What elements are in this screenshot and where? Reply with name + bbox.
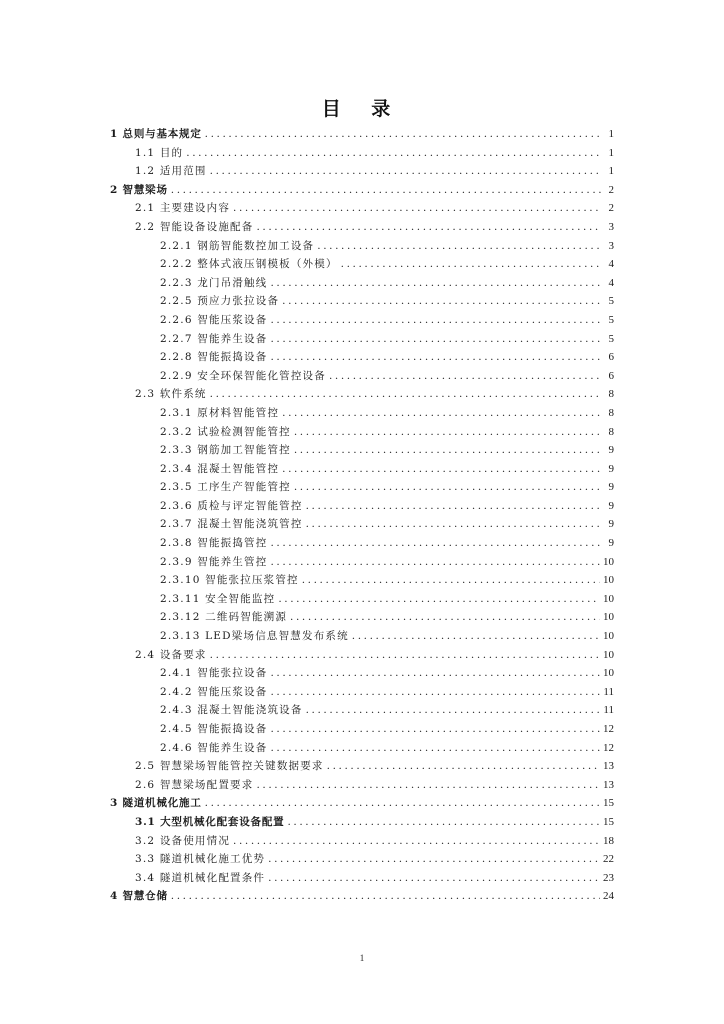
toc-entry[interactable] xyxy=(110,385,614,404)
toc-entry[interactable] xyxy=(110,404,614,423)
dot-leader xyxy=(306,701,601,720)
toc-entry-label: 3.3 隧道机械化施工优势 xyxy=(135,853,266,866)
toc-entry[interactable] xyxy=(110,181,614,200)
toc-entry-page: 6 xyxy=(608,369,614,382)
toc-entry-label: 2.3.7 混凝土智能浇筑管控 xyxy=(160,518,303,531)
toc-entry-page: 5 xyxy=(608,295,614,308)
toc-entry-label: 2.2.6 智能压浆设备 xyxy=(160,313,268,326)
dot-leader xyxy=(210,162,601,181)
dot-leader xyxy=(352,627,600,646)
dot-leader xyxy=(287,813,600,832)
toc-entry-page: 4 xyxy=(608,276,614,289)
toc-entry-page: 11 xyxy=(603,685,614,698)
toc-entry[interactable] xyxy=(110,237,614,256)
toc-entry-label: 2.4.2 智能压浆设备 xyxy=(160,685,268,698)
toc-entry[interactable] xyxy=(110,218,614,237)
toc-entry[interactable] xyxy=(110,255,614,274)
toc-entry-label: 2.2 智能设备设施配备 xyxy=(135,220,254,233)
toc-entry-label: 2.3.8 智能振捣管控 xyxy=(160,537,268,550)
toc-entry[interactable] xyxy=(110,887,614,906)
toc-entry-label: 2.3.10 智能张拉压浆管控 xyxy=(160,574,299,587)
toc-entry-label: 2.3.5 工序生产智能管控 xyxy=(160,481,291,494)
dot-leader xyxy=(270,739,600,758)
toc-entry-label: 2.3.4 混凝土智能管控 xyxy=(160,462,280,475)
toc-entry-page: 8 xyxy=(608,425,614,438)
dot-leader xyxy=(290,608,600,627)
toc-entry-page: 1 xyxy=(608,165,614,178)
dot-leader xyxy=(282,404,601,423)
toc-entry-page: 2 xyxy=(608,183,614,196)
toc-entry[interactable] xyxy=(110,683,614,702)
toc-entry-label: 2.4.3 混凝土智能浇筑设备 xyxy=(160,704,303,717)
toc-entry-label: 3.1 大型机械化配套设备配置 xyxy=(135,815,285,828)
toc-entry-page: 9 xyxy=(608,499,614,512)
toc-entry-label: 2.3.12 二维码智能溯源 xyxy=(160,611,288,624)
toc-entry-label: 2.3.11 安全智能监控 xyxy=(160,592,276,605)
dot-leader xyxy=(270,534,601,553)
toc-entry-label: 2.2.9 安全环保智能化管控设备 xyxy=(160,369,326,382)
dot-leader xyxy=(205,794,600,813)
dot-leader xyxy=(270,553,600,572)
toc-entry[interactable] xyxy=(110,608,614,627)
toc-entry-page: 10 xyxy=(603,611,614,624)
toc-title: 目 录 xyxy=(321,98,403,120)
toc-entry-page: 9 xyxy=(608,444,614,457)
dot-leader xyxy=(306,497,601,516)
dot-leader xyxy=(270,720,600,739)
toc-entry-page: 1 xyxy=(608,146,614,159)
toc-entry-label: 1 总则与基本规定 xyxy=(110,128,202,140)
toc-entry-page: 15 xyxy=(603,815,614,828)
toc-entry[interactable] xyxy=(110,571,614,590)
toc-entry-label: 2.3 软件系统 xyxy=(135,388,207,401)
toc-entry-page: 23 xyxy=(603,871,614,884)
toc-entry[interactable] xyxy=(110,274,614,293)
dot-leader xyxy=(294,441,601,460)
dot-leader xyxy=(270,330,601,349)
toc-entry[interactable] xyxy=(110,125,614,144)
toc-entry-page: 3 xyxy=(608,239,614,252)
toc-entry-label: 2.4 设备要求 xyxy=(135,648,207,661)
toc-entry[interactable] xyxy=(110,423,614,442)
toc-entry-page: 10 xyxy=(603,574,614,587)
toc-entry[interactable] xyxy=(110,776,614,795)
toc-entry[interactable] xyxy=(110,720,614,739)
toc-entry-label: 2.1 主要建设内容 xyxy=(135,202,231,215)
toc-entry-page: 2 xyxy=(608,202,614,215)
dot-leader xyxy=(294,478,601,497)
toc-entry-label: 2.3.1 原材料智能管控 xyxy=(160,406,280,419)
toc-entry[interactable] xyxy=(110,367,614,386)
toc-entry-label: 4 智慧仓储 xyxy=(110,890,168,903)
toc-entry-page: 13 xyxy=(603,760,614,773)
dot-leader xyxy=(270,348,601,367)
toc-entry-page: 3 xyxy=(608,220,614,233)
toc-entry[interactable] xyxy=(110,497,614,516)
toc-entry-label: 2 智慧梁场 xyxy=(110,183,168,196)
toc-entry-label: 2.2.7 智能养生设备 xyxy=(160,332,268,345)
toc-entry-page: 24 xyxy=(603,890,614,903)
toc-entry-label: 2.4.5 智能振捣设备 xyxy=(160,723,268,735)
toc-list xyxy=(110,125,614,906)
toc-entry-label: 2.3.6 质检与评定智能管控 xyxy=(160,499,303,512)
toc-entry-label: 1.2 适用范围 xyxy=(135,165,207,178)
dot-leader xyxy=(294,423,601,442)
dot-leader xyxy=(268,869,600,888)
toc-entry[interactable] xyxy=(110,794,614,813)
toc-entry-label: 2.2.3 龙门吊滑触线 xyxy=(160,276,268,289)
page-number: 1 xyxy=(359,953,365,963)
toc-entry-label: 2.2.8 智能振捣设备 xyxy=(160,351,268,364)
toc-entry-page: 6 xyxy=(608,351,614,364)
toc-entry[interactable] xyxy=(110,460,614,479)
toc-entry[interactable] xyxy=(110,162,614,181)
dot-leader xyxy=(270,311,601,330)
dot-leader xyxy=(270,683,600,702)
toc-entry[interactable] xyxy=(110,832,614,851)
toc-entry-page: 13 xyxy=(603,778,614,791)
toc-entry-page: 10 xyxy=(603,667,614,680)
dot-leader xyxy=(186,144,601,163)
toc-entry[interactable] xyxy=(110,590,614,609)
toc-entry[interactable] xyxy=(110,534,614,553)
toc-entry-page: 9 xyxy=(608,518,614,531)
toc-entry[interactable] xyxy=(110,144,614,163)
toc-entry-label: 2.3.3 钢筋加工智能管控 xyxy=(160,444,291,457)
dot-leader xyxy=(233,832,600,851)
dot-leader xyxy=(302,571,600,590)
toc-entry-page: 8 xyxy=(608,406,614,419)
toc-entry-page: 15 xyxy=(603,797,614,810)
dot-leader xyxy=(210,385,601,404)
toc-entry-page: 8 xyxy=(608,388,614,401)
toc-entry-label: 2.3.13 LED梁场信息智慧发布系统 xyxy=(160,630,349,643)
dot-leader xyxy=(171,887,600,906)
toc-entry[interactable] xyxy=(110,813,614,832)
toc-entry[interactable] xyxy=(110,330,614,349)
toc-entry-page: 11 xyxy=(603,704,614,717)
dot-leader xyxy=(306,515,601,534)
dot-leader xyxy=(233,199,601,218)
toc-entry-label: 2.4.1 智能张拉设备 xyxy=(160,667,268,680)
toc-entry[interactable] xyxy=(110,869,614,888)
toc-entry[interactable] xyxy=(110,348,614,367)
dot-leader xyxy=(256,776,600,795)
toc-entry-label: 2.2.5 预应力张拉设备 xyxy=(160,295,280,308)
toc-entry[interactable] xyxy=(110,441,614,460)
toc-entry[interactable] xyxy=(110,757,614,776)
dot-leader xyxy=(210,646,600,665)
toc-entry-label: 3.4 隧道机械化配置条件 xyxy=(135,871,266,884)
toc-entry-page: 5 xyxy=(608,332,614,345)
toc-entry[interactable] xyxy=(110,850,614,869)
toc-entry[interactable] xyxy=(110,664,614,683)
toc-entry-page: 22 xyxy=(603,853,614,866)
toc-entry[interactable] xyxy=(110,553,614,572)
dot-leader xyxy=(268,850,600,869)
toc-entry-page: 5 xyxy=(608,313,614,326)
toc-entry[interactable] xyxy=(110,515,614,534)
toc-entry-page: 10 xyxy=(603,648,614,661)
dot-leader xyxy=(282,460,601,479)
toc-entry-page: 10 xyxy=(603,630,614,643)
dot-leader xyxy=(205,125,601,144)
toc-entry[interactable] xyxy=(110,627,614,646)
toc-entry-label: 2.3.9 智能养生管控 xyxy=(160,555,268,568)
toc-entry[interactable] xyxy=(110,199,614,218)
toc-entry-page: 9 xyxy=(608,481,614,494)
dot-leader xyxy=(327,757,600,776)
toc-entry-label: 2.5 智慧梁场智能管控关键数据要求 xyxy=(135,760,324,773)
toc-entry-label: 2.3.2 试验检测智能管控 xyxy=(160,425,291,438)
toc-entry[interactable] xyxy=(110,739,614,758)
toc-entry-label: 3.2 设备使用情况 xyxy=(135,834,231,847)
toc-entry[interactable] xyxy=(110,292,614,311)
toc-entry-page: 4 xyxy=(608,258,614,271)
dot-leader xyxy=(270,664,600,683)
toc-entry-page: 1 xyxy=(608,128,614,140)
toc-entry-label: 2.2.2 整体式液压钢模板（外模） xyxy=(160,258,338,271)
dot-leader xyxy=(278,590,600,609)
toc-entry-label: 3 隧道机械化施工 xyxy=(110,797,202,810)
dot-leader xyxy=(329,367,601,386)
toc-entry-page: 9 xyxy=(608,537,614,550)
toc-entry-page: 18 xyxy=(603,834,614,847)
toc-entry[interactable] xyxy=(110,701,614,720)
toc-entry-page: 12 xyxy=(603,741,614,754)
toc-entry-label: 2.2.1 钢筋智能数控加工设备 xyxy=(160,239,315,252)
dot-leader xyxy=(270,274,601,293)
dot-leader xyxy=(256,218,601,237)
toc-entry-page: 10 xyxy=(603,592,614,605)
dot-leader xyxy=(282,292,601,311)
toc-entry-page: 9 xyxy=(608,462,614,475)
toc-entry-label: 1.1 目的 xyxy=(135,146,184,159)
dot-leader xyxy=(317,237,601,256)
toc-entry-page: 12 xyxy=(603,723,614,735)
toc-entry-page: 10 xyxy=(603,555,614,568)
toc-entry-label: 2.4.6 智能养生设备 xyxy=(160,741,268,754)
dot-leader xyxy=(171,181,601,200)
toc-entry[interactable] xyxy=(110,311,614,330)
dot-leader xyxy=(341,255,601,274)
toc-entry[interactable] xyxy=(110,646,614,665)
toc-entry-label: 2.6 智慧梁场配置要求 xyxy=(135,778,254,791)
toc-entry[interactable] xyxy=(110,478,614,497)
